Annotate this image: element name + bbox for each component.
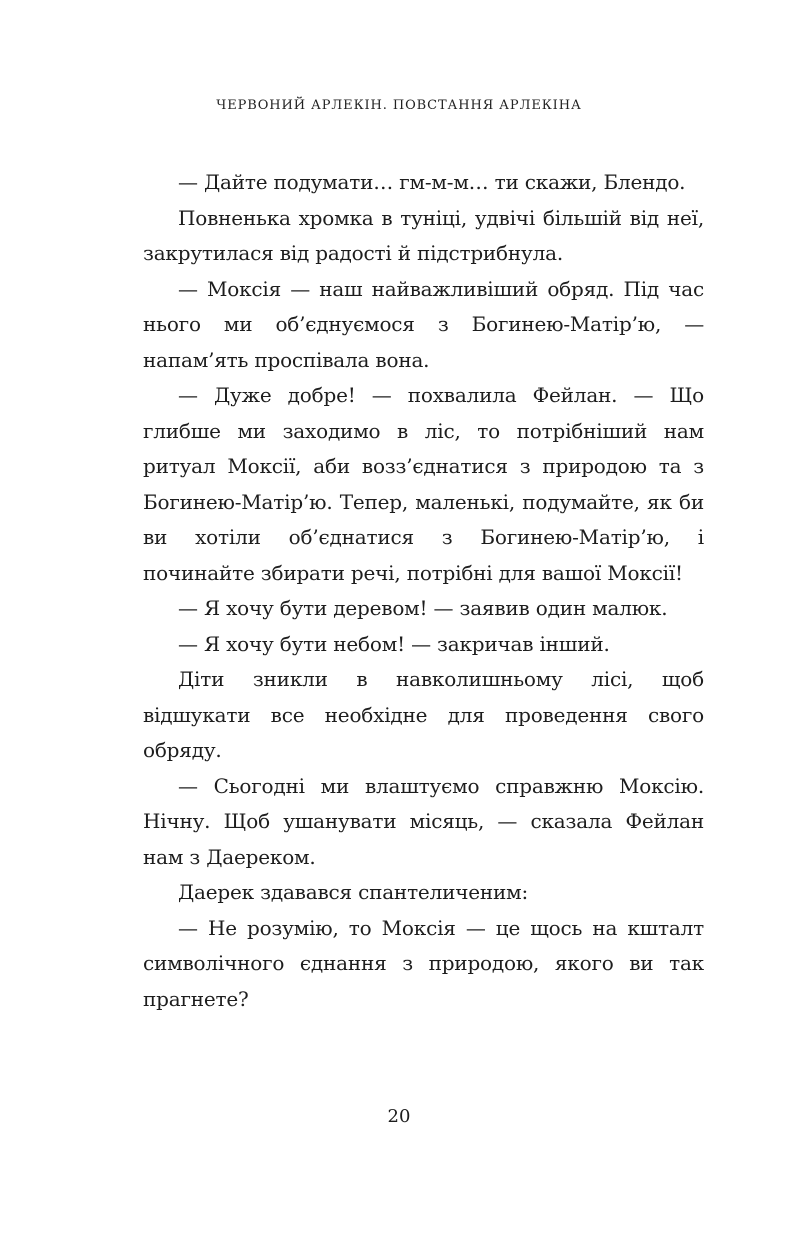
paragraph: — Моксія — наш найважливіший обряд. Під час нього ми об’єднуємося з Богинею-Матір’ю, — напам’ять проспівала вона. — [143, 276, 704, 372]
paragraph: — Дуже добре! — похвалила Фейлан. — Що глибше ми заходимо в ліс, то потрібніший нам ритуал Моксії, аби возз’єднатися з природою та з Богинею-Матір’ю. Тепер, маленькі, подумайте, як би ви хотіли об’єднатися з Богинею-Матір’ю, і починайте збирати речі, потрібні для вашої Моксії! — [143, 383, 704, 585]
paragraph: — Я хочу бути деревом! — заявив один малюк. — [178, 596, 668, 620]
paragraph: — Я хочу бути небом! — закричав інший. — [178, 631, 610, 656]
paragraph: Діти зникли в навколишньому лісі, щоб відшукати все необхідне для проведення свого обряду. — [143, 667, 704, 762]
text-block — [143, 165, 704, 1017]
paragraph: — Сьогодні ми влаштуємо справжню Моксію. Нічну. Щоб ушанувати місяць, — сказала Фейлан нам з Даереком. — [143, 773, 704, 869]
paragraph: Повненька хромка в туніці, удвічі більшій від неї, закрутилася від радості й підстрибнула. — [143, 205, 704, 265]
paragraph: — Не розумію, то Моксія — це щось на кшталт символічного єднання з природою, якого ви так прагнете? — [143, 915, 704, 1011]
paragraph: — Дайте подумати… гм-м-м… ти скажи, Блендо. — [178, 170, 686, 194]
page-number: 20 — [387, 1106, 411, 1127]
running-head: ЧЕРВОНИЙ АРЛЕКІН. ПОВСТАННЯ АРЛЕКІНА — [216, 98, 582, 113]
paragraph: Даерек здавався спантеличеним: — [178, 880, 529, 904]
